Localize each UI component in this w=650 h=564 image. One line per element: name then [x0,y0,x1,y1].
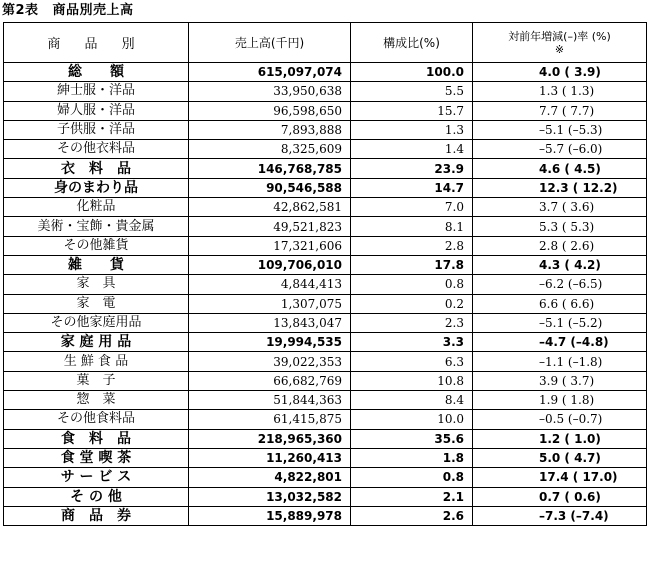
share-cell: 14.7 [351,178,473,197]
table-row [4,236,647,255]
share-cell: 15.7 [351,101,473,120]
share-cell: 23.9 [351,159,473,178]
change-cell: 5.3 ( 5.3) [473,217,647,236]
sales-cell: 19,994,535 [189,333,351,352]
table-row [4,217,647,236]
sales-cell: 17,321,606 [189,236,351,255]
sales-cell: 7,893,888 [189,120,351,139]
table-body [4,63,647,526]
change-cell: 0.7 ( 0.6) [473,487,647,506]
category-cell: そ の 他 [4,487,189,506]
change-cell: –6.2 (–6.5) [473,275,647,294]
share-cell: 8.4 [351,391,473,410]
category-cell: 美術・宝飾・貴金属 [4,217,189,236]
category-cell: その他食料品 [4,410,189,429]
sales-cell: 13,032,582 [189,487,351,506]
category-cell: 総 額 [4,63,189,82]
table-row [4,468,647,487]
category-cell: 食 料 品 [4,429,189,448]
sales-cell: 4,844,413 [189,275,351,294]
table-title [2,1,134,21]
header-category: 商 品 別 [4,23,189,63]
share-cell: 2.8 [351,236,473,255]
share-cell: 6.3 [351,352,473,371]
change-cell: 2.8 ( 2.6) [473,236,647,255]
share-cell: 10.8 [351,371,473,390]
change-cell: 7.7 ( 7.7) [473,101,647,120]
header-change-note: ※ [554,42,565,56]
change-cell: 3.7 ( 3.6) [473,198,647,217]
sales-cell: 42,862,581 [189,198,351,217]
sales-cell: 61,415,875 [189,410,351,429]
header-change [473,23,647,63]
category-cell: 雑 貨 [4,255,189,274]
share-cell: 0.8 [351,468,473,487]
change-cell: 17.4 ( 17.0) [473,468,647,487]
sales-cell: 1,307,075 [189,294,351,313]
share-cell: 10.0 [351,410,473,429]
table-row [4,178,647,197]
category-cell: 家 庭 用 品 [4,333,189,352]
category-cell: 惣 菜 [4,391,189,410]
table-row [4,275,647,294]
table-row [4,333,647,352]
change-cell: 12.3 ( 12.2) [473,178,647,197]
sales-cell: 11,260,413 [189,448,351,467]
table-name: 商品別売上高 [52,3,134,18]
category-cell: 衣 料 品 [4,159,189,178]
category-cell: 菓 子 [4,371,189,390]
share-cell: 0.8 [351,275,473,294]
table-row [4,294,647,313]
table-row [4,159,647,178]
category-cell: その他雑貨 [4,236,189,255]
category-cell: サ ー ビ ス [4,468,189,487]
share-cell: 2.1 [351,487,473,506]
share-cell: 1.8 [351,448,473,467]
category-cell: 紳士服・洋品 [4,82,189,101]
table-row [4,63,647,82]
table-row [4,487,647,506]
share-cell: 17.8 [351,255,473,274]
sales-cell: 66,682,769 [189,371,351,390]
table-row [4,352,647,371]
header-sales: 売上高(千円) [189,23,351,63]
table-row [4,410,647,429]
sales-cell: 13,843,047 [189,313,351,332]
change-cell: –5.1 (–5.2) [473,313,647,332]
share-cell: 100.0 [351,63,473,82]
share-cell: 8.1 [351,217,473,236]
table-row [4,101,647,120]
sales-cell: 49,521,823 [189,217,351,236]
table-row [4,429,647,448]
sales-cell: 4,822,801 [189,468,351,487]
change-cell: –1.1 (–1.8) [473,352,647,371]
share-cell: 2.6 [351,506,473,525]
header-share: 構成比(%) [351,23,473,63]
sales-cell: 109,706,010 [189,255,351,274]
sales-cell: 15,889,978 [189,506,351,525]
sales-cell: 8,325,609 [189,140,351,159]
table-row [4,391,647,410]
category-cell: 身のまわり品 [4,178,189,197]
category-cell: その他家庭用品 [4,313,189,332]
category-cell: 家 電 [4,294,189,313]
change-cell: –5.1 (–5.3) [473,120,647,139]
share-cell: 5.5 [351,82,473,101]
change-cell: 5.0 ( 4.7) [473,448,647,467]
sales-cell: 90,546,588 [189,178,351,197]
category-cell: 化粧品 [4,198,189,217]
category-cell: 生 鮮 食 品 [4,352,189,371]
category-cell: 婦人服・洋品 [4,101,189,120]
sales-cell: 51,844,363 [189,391,351,410]
change-cell: –5.7 (–6.0) [473,140,647,159]
category-cell: 食 堂 喫 茶 [4,448,189,467]
table-row [4,506,647,525]
change-cell: 4.6 ( 4.5) [473,159,647,178]
change-cell: 4.0 ( 3.9) [473,63,647,82]
category-cell: 家 具 [4,275,189,294]
sales-cell: 615,097,074 [189,63,351,82]
table-row [4,198,647,217]
category-cell: 子供服・洋品 [4,120,189,139]
sales-cell: 218,965,360 [189,429,351,448]
table-row [4,140,647,159]
sales-by-product-table [3,22,647,526]
table-row [4,371,647,390]
category-cell: 商 品 券 [4,506,189,525]
table-row [4,448,647,467]
change-cell: 6.6 ( 6.6) [473,294,647,313]
change-cell: 1.2 ( 1.0) [473,429,647,448]
table-row [4,313,647,332]
share-cell: 2.3 [351,313,473,332]
share-cell: 3.3 [351,333,473,352]
share-cell: 7.0 [351,198,473,217]
sales-cell: 33,950,638 [189,82,351,101]
sales-cell: 96,598,650 [189,101,351,120]
change-cell: 3.9 ( 3.7) [473,371,647,390]
change-cell: 1.3 ( 1.3) [473,82,647,101]
table-row [4,120,647,139]
change-cell: –7.3 (–7.4) [473,506,647,525]
share-cell: 35.6 [351,429,473,448]
change-cell: –0.5 (–0.7) [473,410,647,429]
change-cell: 1.9 ( 1.8) [473,391,647,410]
share-cell: 1.4 [351,140,473,159]
table-row [4,82,647,101]
sales-cell: 146,768,785 [189,159,351,178]
change-cell: –4.7 (–4.8) [473,333,647,352]
change-cell: 4.3 ( 4.2) [473,255,647,274]
table-number: 第2表 [2,3,39,18]
header-row [4,23,647,63]
share-cell: 1.3 [351,120,473,139]
header-change-label: 対前年増減(–)率 (%) [508,29,611,43]
sales-cell: 39,022,353 [189,352,351,371]
table-row [4,255,647,274]
category-cell: その他衣料品 [4,140,189,159]
share-cell: 0.2 [351,294,473,313]
